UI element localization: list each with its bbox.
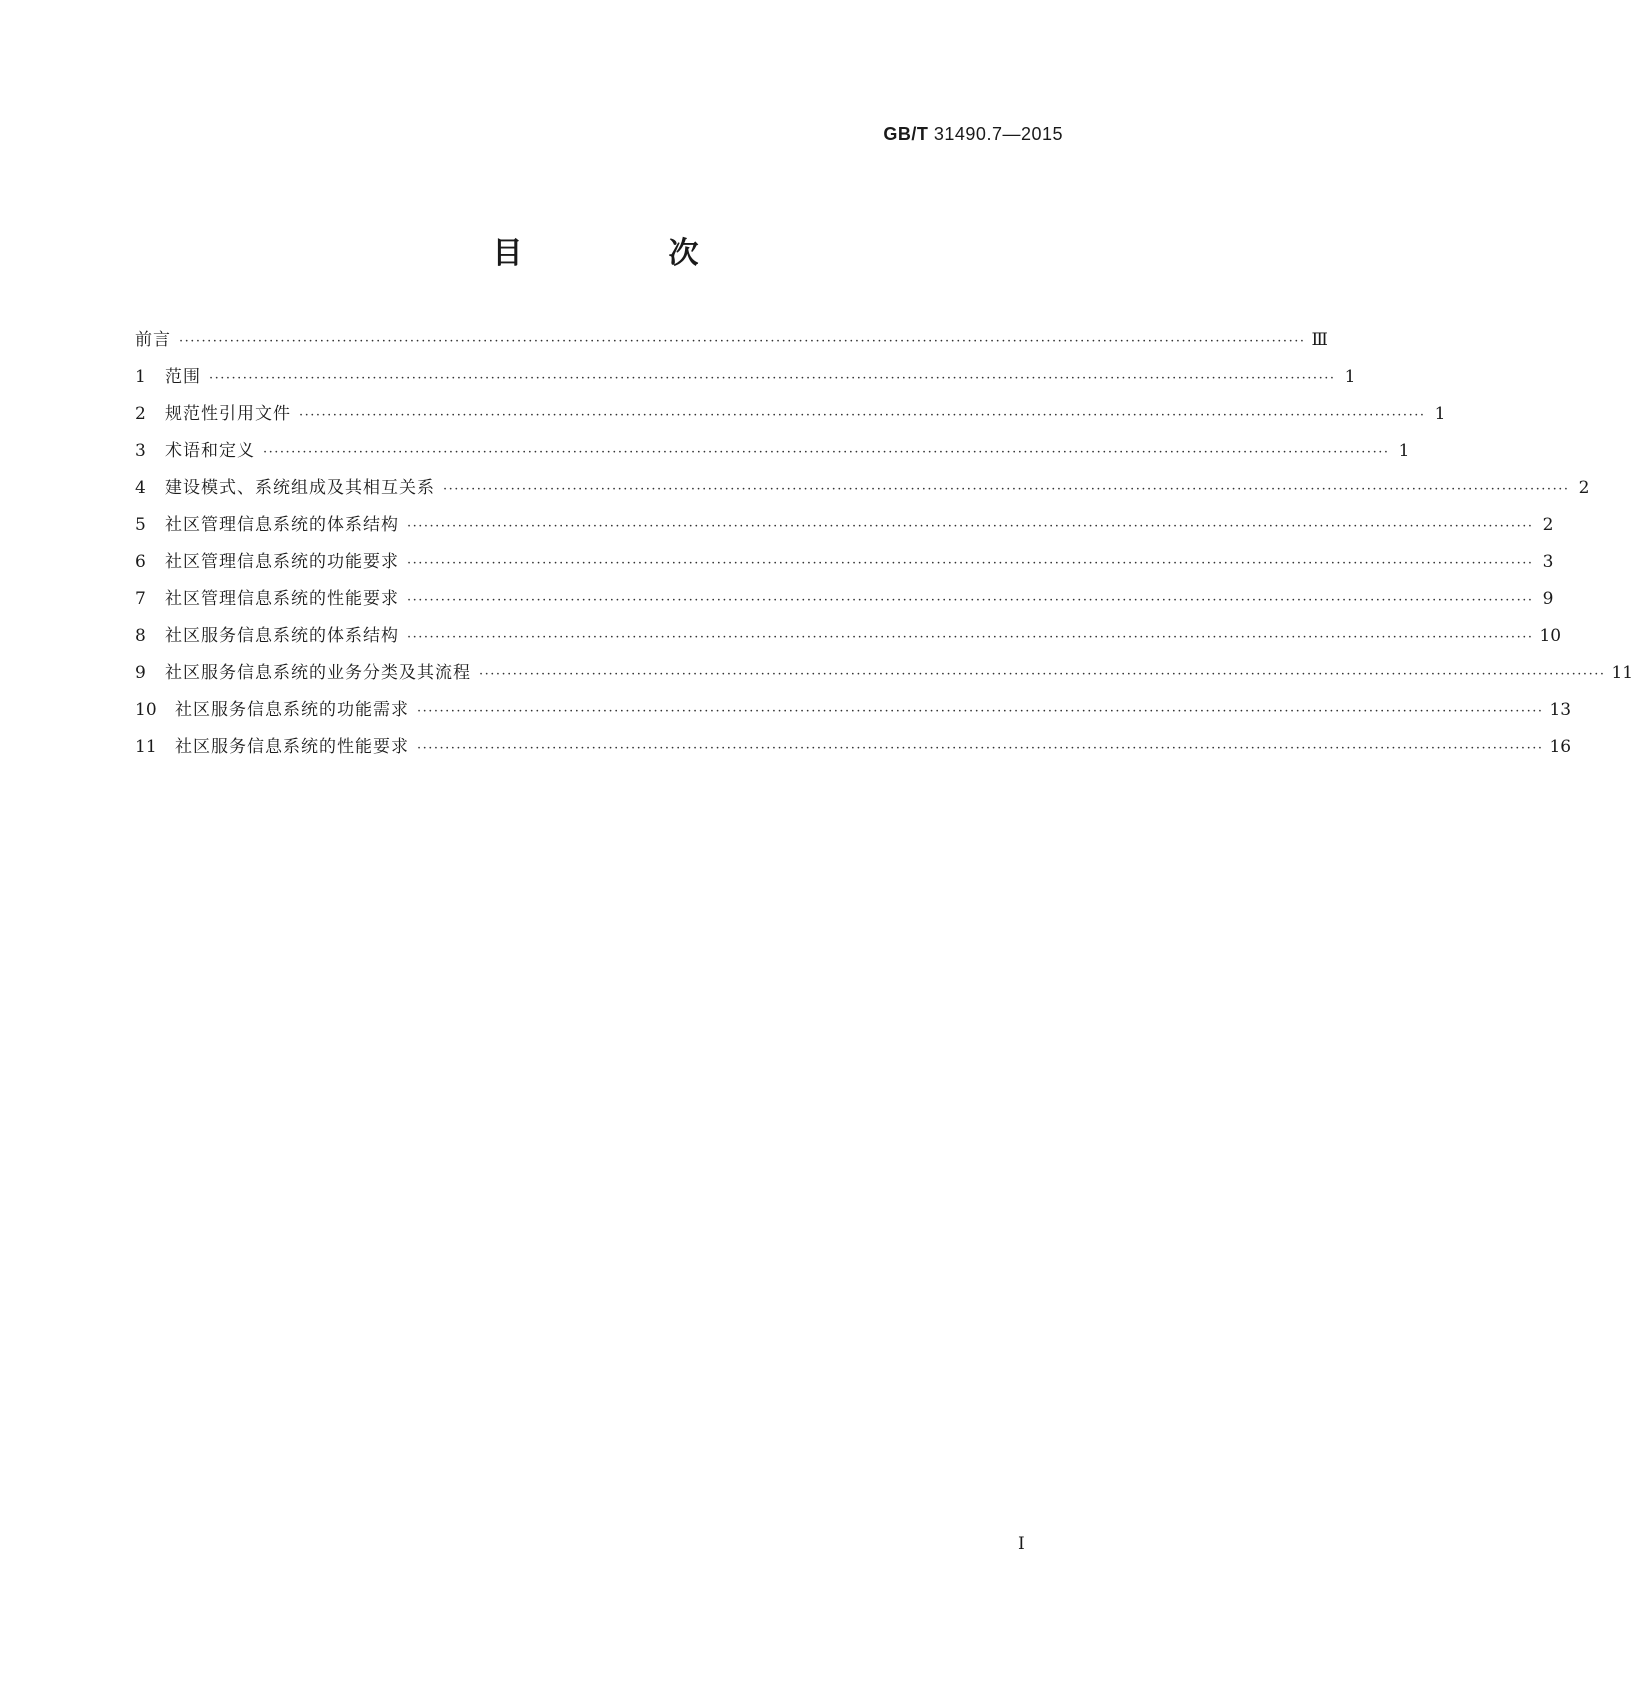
toc-entry-label: 社区服务信息系统的体系结构 <box>165 626 399 646</box>
toc-entry-label: 前言 <box>135 330 171 350</box>
toc-entry-label: 社区管理信息系统的功能要求 <box>165 552 399 572</box>
standard-prefix: GB/T <box>883 124 929 144</box>
table-of-contents <box>135 325 1633 769</box>
toc-leader: ········································································································································································································ <box>407 593 1534 608</box>
toc-entry-page: 10 <box>1539 626 1562 646</box>
toc-leader: ········································································································································································································ <box>479 667 1606 682</box>
toc-entry-label: 规范性引用文件 <box>165 404 291 424</box>
toc-entry-8[interactable] <box>135 621 1562 658</box>
toc-leader: ········································································································································································································ <box>209 371 1336 386</box>
toc-leader: ········································································································································································································ <box>443 482 1570 497</box>
standard-number: 31490.7—2015 <box>933 124 1063 144</box>
toc-entry-label: 社区管理信息系统的体系结构 <box>165 515 399 535</box>
toc-entry-4[interactable] <box>135 473 1590 510</box>
toc-entry-page: 13 <box>1549 700 1572 720</box>
toc-entry-page: 2 <box>1542 515 1554 535</box>
toc-leader: ········································································································································································································ <box>263 445 1390 460</box>
toc-entry-page: 1 <box>1344 367 1356 387</box>
toc-entry-label: 社区服务信息系统的性能要求 <box>175 737 409 757</box>
toc-entry-3[interactable] <box>135 436 1410 473</box>
toc-entry-number: 2 <box>135 404 146 424</box>
standard-code <box>883 124 1063 145</box>
toc-entry-number: 5 <box>135 515 146 535</box>
toc-entry-page: Ⅲ <box>1311 330 1328 350</box>
toc-leader: ········································································································································································································ <box>407 519 1534 534</box>
toc-leader: ········································································································································································································ <box>299 408 1426 423</box>
toc-entry-9[interactable] <box>135 658 1633 695</box>
toc-entry-number: 10 <box>135 700 157 720</box>
toc-entry-page: 1 <box>1398 441 1410 461</box>
toc-title: 目 次 <box>492 236 757 271</box>
toc-entry-number: 11 <box>135 737 157 757</box>
toc-entry-label: 范围 <box>165 367 201 387</box>
page-number: I <box>1018 1534 1025 1554</box>
toc-entry-6[interactable] <box>135 547 1554 584</box>
toc-entry-7[interactable] <box>135 584 1554 621</box>
toc-entry-label: 社区服务信息系统的业务分类及其流程 <box>165 663 471 683</box>
toc-entry-page: 11 <box>1611 663 1633 683</box>
toc-entry-5[interactable] <box>135 510 1554 547</box>
toc-entry-page: 16 <box>1549 737 1572 757</box>
toc-entry-page: 1 <box>1434 404 1446 424</box>
toc-entry-page: 2 <box>1578 478 1590 498</box>
toc-entry-label: 社区管理信息系统的性能要求 <box>165 589 399 609</box>
toc-leader: ········································································································································································································ <box>417 741 1544 756</box>
toc-entry-1[interactable] <box>135 362 1356 399</box>
toc-leader: ········································································································································································································ <box>417 704 1544 719</box>
toc-entry-number: 7 <box>135 589 146 609</box>
toc-entry-number: 4 <box>135 478 146 498</box>
toc-entry-label: 建设模式、系统组成及其相互关系 <box>165 478 435 498</box>
toc-entry-number: 3 <box>135 441 146 461</box>
toc-entry-11[interactable] <box>135 732 1572 769</box>
toc-leader: ········································································································································································································ <box>407 556 1534 571</box>
toc-leader: ········································································································································································································ <box>179 334 1306 349</box>
toc-entry-number: 1 <box>135 367 146 387</box>
toc-entry-page: 9 <box>1542 589 1554 609</box>
toc-entry-page: 3 <box>1542 552 1554 572</box>
toc-entry-10[interactable] <box>135 695 1572 732</box>
toc-entry-number: 9 <box>135 663 146 683</box>
toc-entry-number: 6 <box>135 552 146 572</box>
toc-entry-foreword[interactable] <box>135 325 1328 362</box>
toc-entry-label: 社区服务信息系统的功能需求 <box>175 700 409 720</box>
toc-entry-label: 术语和定义 <box>165 441 255 461</box>
toc-entry-number: 8 <box>135 626 146 646</box>
toc-entry-2[interactable] <box>135 399 1446 436</box>
toc-leader: ········································································································································································································ <box>407 630 1534 645</box>
